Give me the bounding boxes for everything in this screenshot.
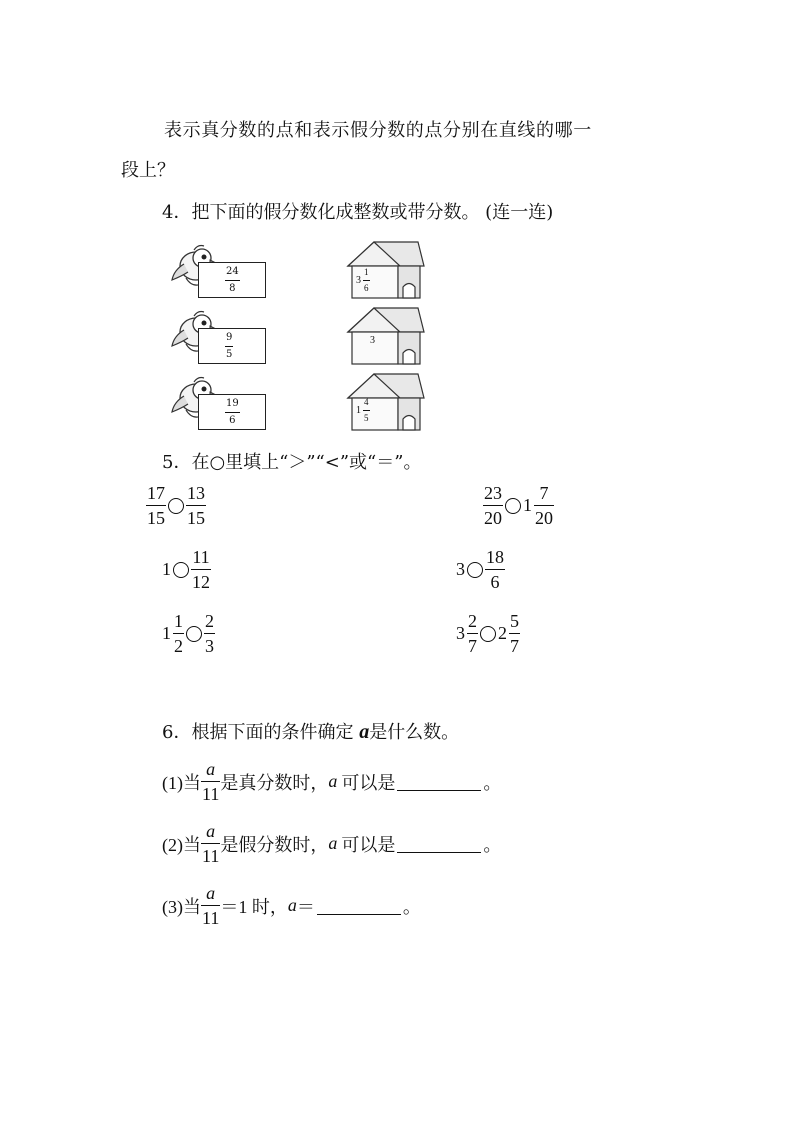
whole-number: 1 [162,623,171,643]
sub-tail: 可以是 [341,772,396,793]
fraction-numerator: a [201,760,220,782]
intro-line-1: 表示真分数的点和表示假分数的点分别在直线的哪一 [164,120,592,141]
compare-d [456,548,505,591]
answer-blank[interactable] [397,772,481,791]
fraction-denominator: 7 [510,636,519,656]
intro-line-2: 段上？ [121,160,175,181]
fraction-numerator: 7 [534,484,554,506]
answer-blank[interactable] [397,834,481,853]
fraction-denominator: 7 [468,636,477,656]
house-label [370,335,375,346]
whole-number: 1 [523,495,532,515]
q4-title: 4．把下面的假分数化成整数或带分数。 (连一连) [162,202,554,223]
bird-card-1[interactable] [166,236,270,302]
fraction-denominator: 20 [535,508,553,528]
house-icon [344,304,426,368]
fraction-numerator: 1 [173,612,184,634]
fraction-card [198,394,266,430]
fraction-denominator: 20 [484,508,502,528]
house-3[interactable] [344,370,426,434]
sub-end: 。 [483,772,502,793]
house-numerator: 1 [363,268,370,281]
sub-variable: a [328,771,338,791]
house-label [356,398,370,423]
compare-circle[interactable] [467,562,483,578]
q6-variable: a [359,721,370,743]
sub-prefix: (3)当 [162,896,201,917]
house-whole: 3 [370,335,375,346]
fraction-denominator: 11 [202,784,220,804]
compare-e [162,612,215,655]
compare-a [146,484,206,527]
compare-circle[interactable] [173,562,189,578]
card-numerator: 19 [225,399,240,413]
fraction-card [198,328,266,364]
compare-b [483,484,554,527]
card-denominator: 8 [229,283,236,294]
sub-condition: 是真分数时， [220,772,329,793]
house-1[interactable] [344,238,426,302]
house-denominator: 5 [364,413,369,423]
fraction-numerator: 18 [485,548,505,570]
house-whole: 3 [356,275,361,286]
fraction-denominator: 12 [192,572,210,592]
sub-variable: a [328,833,338,853]
compare-circle[interactable] [505,498,521,514]
card-denominator: 6 [229,415,236,426]
compare-c [162,548,211,591]
sub-end: 。 [483,834,502,855]
compare-circle[interactable] [168,498,184,514]
sub-condition: ＝1 时， [220,896,288,917]
fraction-numerator: 5 [509,612,520,634]
bird-card-3[interactable] [166,368,270,434]
fraction-denominator: 11 [202,908,220,928]
whole-number: 2 [498,623,507,643]
q6-sub-3 [162,884,421,927]
house-numerator: 4 [363,398,370,411]
fraction-numerator: 13 [186,484,206,506]
sub-variable: a [287,895,297,915]
sub-end: 。 [402,896,421,917]
whole-number: 1 [162,559,171,579]
sub-tail: ＝ [296,896,315,917]
sub-condition: 是假分数时， [220,834,329,855]
fraction-numerator: 11 [191,548,211,570]
q6-title-post: 是什么数。 [369,722,460,743]
fraction-numerator: a [201,884,220,906]
fraction-numerator: 2 [204,612,215,634]
q6-title [162,718,459,744]
fraction-numerator: 2 [467,612,478,634]
bird-card-2[interactable] [166,302,270,368]
fraction-denominator: 15 [147,508,165,528]
q6-sub-2 [162,822,501,865]
q6-sub-1 [162,760,501,803]
sub-prefix: (2)当 [162,834,201,855]
q5-title: 5．在○里填上“＞”“<”或“＝”。 [162,452,422,473]
compare-f [456,612,520,655]
fraction-card [198,262,266,298]
whole-number: 3 [456,559,465,579]
q6-title-pre: 6．根据下面的条件确定 [162,722,354,743]
card-numerator: 9 [225,333,233,347]
house-2[interactable] [344,304,426,368]
fraction-denominator: 2 [174,636,183,656]
house-label [356,268,370,293]
house-denominator: 6 [364,283,369,293]
fraction-numerator: 23 [483,484,503,506]
house-whole: 1 [356,405,361,416]
card-denominator: 5 [226,349,233,360]
card-numerator: 24 [225,267,240,281]
fraction-denominator: 3 [205,636,214,656]
sub-prefix: (1)当 [162,772,201,793]
sub-tail: 可以是 [341,834,396,855]
fraction-denominator: 6 [490,572,500,592]
fraction-numerator: 17 [146,484,166,506]
compare-circle[interactable] [480,626,496,642]
fraction-denominator: 11 [202,846,220,866]
compare-circle[interactable] [186,626,202,642]
whole-number: 3 [456,623,465,643]
answer-blank[interactable] [317,896,401,915]
fraction-numerator: a [201,822,220,844]
fraction-denominator: 15 [187,508,205,528]
